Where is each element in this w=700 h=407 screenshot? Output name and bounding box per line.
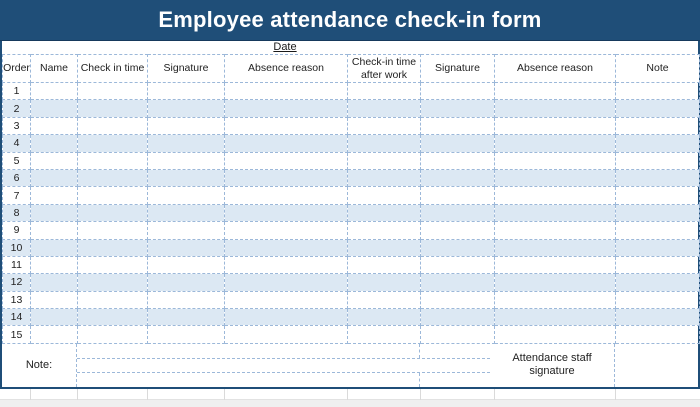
- table-cell[interactable]: [78, 152, 148, 169]
- date-cell[interactable]: [2, 41, 698, 54]
- gridline: [77, 389, 78, 400]
- table-row: [3, 326, 700, 343]
- table-cell[interactable]: [148, 326, 225, 343]
- table-cell[interactable]: [495, 187, 616, 204]
- table-cell[interactable]: [225, 152, 348, 169]
- table-cell[interactable]: [348, 291, 421, 308]
- column-header-signature-am: Signature: [148, 55, 225, 83]
- column-header-signature-pm: Signature: [421, 55, 495, 83]
- table-cell[interactable]: [421, 222, 495, 239]
- column-header-order: Order: [3, 55, 31, 83]
- gridline: [420, 389, 421, 400]
- table-cell[interactable]: [421, 291, 495, 308]
- note-line-3[interactable]: [77, 373, 490, 387]
- table-cell[interactable]: [348, 204, 421, 221]
- gridline: [494, 389, 495, 400]
- table-cell[interactable]: [31, 100, 78, 117]
- table-row: [3, 187, 700, 204]
- table-cell[interactable]: [495, 239, 616, 256]
- table-cell[interactable]: [78, 100, 148, 117]
- column-header-name: Name: [31, 55, 78, 83]
- table-row: [3, 117, 700, 134]
- table-cell[interactable]: [616, 291, 700, 308]
- table-cell[interactable]: [225, 222, 348, 239]
- table-cell[interactable]: [148, 222, 225, 239]
- table-cell[interactable]: [616, 256, 700, 273]
- table-cell[interactable]: [31, 187, 78, 204]
- table-cell[interactable]: [148, 117, 225, 134]
- table-cell[interactable]: [421, 239, 495, 256]
- table-cell[interactable]: [495, 326, 616, 343]
- table-cell[interactable]: [225, 239, 348, 256]
- table-cell[interactable]: [421, 309, 495, 326]
- table-cell[interactable]: [421, 256, 495, 273]
- table-cell[interactable]: [421, 326, 495, 343]
- row-order: 7: [3, 187, 31, 204]
- header-row: [3, 55, 700, 83]
- attendance-table: [2, 54, 700, 344]
- table-cell[interactable]: [421, 135, 495, 152]
- table-cell[interactable]: [616, 152, 700, 169]
- table-cell[interactable]: [148, 83, 225, 100]
- table-cell[interactable]: [348, 256, 421, 273]
- table-cell[interactable]: [225, 135, 348, 152]
- table-cell[interactable]: [616, 326, 700, 343]
- row-order: 1: [3, 83, 31, 100]
- table-cell[interactable]: [348, 326, 421, 343]
- table-cell[interactable]: [421, 169, 495, 186]
- table-cell[interactable]: [616, 135, 700, 152]
- table-cell[interactable]: [31, 291, 78, 308]
- form-title: Employee attendance check-in form: [158, 7, 542, 32]
- table-cell[interactable]: [348, 117, 421, 134]
- table-cell[interactable]: [348, 239, 421, 256]
- table-cell[interactable]: [348, 309, 421, 326]
- note-label: Note:: [25, 359, 53, 372]
- table-cell[interactable]: [148, 100, 225, 117]
- table-cell[interactable]: [225, 100, 348, 117]
- table-cell[interactable]: [31, 135, 78, 152]
- table-cell[interactable]: [348, 135, 421, 152]
- table-cell[interactable]: [78, 309, 148, 326]
- table-cell[interactable]: [78, 135, 148, 152]
- table-cell[interactable]: [348, 222, 421, 239]
- table-cell[interactable]: [225, 274, 348, 291]
- table-row: [3, 83, 700, 100]
- table-row: [3, 152, 700, 169]
- table-cell[interactable]: [495, 169, 616, 186]
- table-cell[interactable]: [148, 309, 225, 326]
- note-entry-area: [77, 344, 490, 387]
- row-order: 11: [3, 256, 31, 273]
- table-cell[interactable]: [31, 326, 78, 343]
- table-cell[interactable]: [495, 204, 616, 221]
- gridline: [615, 389, 616, 400]
- table-cell[interactable]: [616, 239, 700, 256]
- table-cell[interactable]: [31, 239, 78, 256]
- row-order: 15: [3, 326, 31, 343]
- date-label: Date: [273, 41, 297, 53]
- table-row: [3, 239, 700, 256]
- table-cell[interactable]: [31, 152, 78, 169]
- table-cell[interactable]: [225, 117, 348, 134]
- spreadsheet-strip: [0, 389, 700, 407]
- attendance-staff-signature-label: Attendance staff signature: [512, 351, 592, 378]
- table-row: [3, 204, 700, 221]
- column-header-absence-reason-pm: Absence reason: [495, 55, 616, 83]
- table-cell[interactable]: [495, 152, 616, 169]
- form-title-bar: [0, 0, 700, 41]
- attendance-table-body: [3, 83, 700, 344]
- table-row: [3, 274, 700, 291]
- table-cell[interactable]: [495, 83, 616, 100]
- table-cell[interactable]: [148, 152, 225, 169]
- row-order: 13: [3, 291, 31, 308]
- table-cell[interactable]: [616, 169, 700, 186]
- table-cell[interactable]: [616, 100, 700, 117]
- gridline: [147, 389, 148, 400]
- table-cell[interactable]: [225, 169, 348, 186]
- table-cell[interactable]: [421, 117, 495, 134]
- form-body: [0, 41, 700, 389]
- table-row: [3, 100, 700, 117]
- row-order: 8: [3, 204, 31, 221]
- row-order: 9: [3, 222, 31, 239]
- spreadsheet-strip-shade: [0, 400, 700, 407]
- row-order: 12: [3, 274, 31, 291]
- attendance-table-header: [3, 55, 700, 83]
- table-cell[interactable]: [616, 83, 700, 100]
- table-cell[interactable]: [148, 204, 225, 221]
- table-cell[interactable]: [495, 117, 616, 134]
- row-order: 3: [3, 117, 31, 134]
- table-cell[interactable]: [616, 274, 700, 291]
- row-order: 6: [3, 169, 31, 186]
- table-row: [3, 135, 700, 152]
- gridline: [347, 389, 348, 400]
- table-cell[interactable]: [148, 135, 225, 152]
- table-cell[interactable]: [225, 291, 348, 308]
- table-cell[interactable]: [495, 256, 616, 273]
- table-cell[interactable]: [421, 152, 495, 169]
- table-cell[interactable]: [78, 83, 148, 100]
- table-cell[interactable]: [148, 274, 225, 291]
- table-cell[interactable]: [495, 291, 616, 308]
- table-cell[interactable]: [31, 309, 78, 326]
- table-cell[interactable]: [78, 239, 148, 256]
- note-line-1[interactable]: [77, 344, 490, 359]
- table-cell[interactable]: [31, 117, 78, 134]
- table-cell[interactable]: [78, 274, 148, 291]
- table-cell[interactable]: [31, 83, 78, 100]
- table-cell[interactable]: [148, 291, 225, 308]
- table-cell[interactable]: [31, 256, 78, 273]
- table-cell[interactable]: [148, 187, 225, 204]
- table-cell[interactable]: [31, 274, 78, 291]
- table-cell[interactable]: [78, 187, 148, 204]
- column-header-check-in-time: Check in time: [78, 55, 148, 83]
- table-row: [3, 256, 700, 273]
- table-cell[interactable]: [225, 256, 348, 273]
- table-cell[interactable]: [78, 222, 148, 239]
- table-cell[interactable]: [495, 135, 616, 152]
- table-cell[interactable]: [421, 204, 495, 221]
- table-cell[interactable]: [421, 83, 495, 100]
- note-label-cell: [2, 344, 77, 387]
- row-order: 5: [3, 152, 31, 169]
- table-cell[interactable]: [78, 326, 148, 343]
- table-cell[interactable]: [616, 309, 700, 326]
- note-line-2[interactable]: [77, 359, 490, 374]
- table-cell[interactable]: [148, 256, 225, 273]
- attendance-staff-signature-cell: [490, 344, 615, 387]
- table-cell[interactable]: [225, 326, 348, 343]
- table-cell[interactable]: [31, 222, 78, 239]
- column-header-note: Note: [616, 55, 700, 83]
- table-cell[interactable]: [495, 222, 616, 239]
- table-cell[interactable]: [225, 83, 348, 100]
- table-cell[interactable]: [78, 204, 148, 221]
- row-order: 10: [3, 239, 31, 256]
- column-header-absence-reason-am: Absence reason: [225, 55, 348, 83]
- table-cell[interactable]: [31, 204, 78, 221]
- table-cell[interactable]: [78, 169, 148, 186]
- table-cell[interactable]: [616, 187, 700, 204]
- table-cell[interactable]: [148, 239, 225, 256]
- table-cell[interactable]: [348, 152, 421, 169]
- footer-empty-cell[interactable]: [615, 344, 698, 387]
- table-cell[interactable]: [348, 169, 421, 186]
- table-cell[interactable]: [348, 274, 421, 291]
- table-cell[interactable]: [348, 83, 421, 100]
- table-cell[interactable]: [31, 169, 78, 186]
- table-row: [3, 222, 700, 239]
- gridline: [224, 389, 225, 400]
- spreadsheet-empty-row: [0, 389, 700, 400]
- table-cell[interactable]: [421, 274, 495, 291]
- table-cell[interactable]: [148, 169, 225, 186]
- table-cell[interactable]: [225, 309, 348, 326]
- table-row: [3, 291, 700, 308]
- table-cell[interactable]: [421, 187, 495, 204]
- table-cell[interactable]: [348, 187, 421, 204]
- table-cell[interactable]: [495, 274, 616, 291]
- table-cell[interactable]: [421, 100, 495, 117]
- row-order: 4: [3, 135, 31, 152]
- table-cell[interactable]: [78, 117, 148, 134]
- row-order: 14: [3, 309, 31, 326]
- table-cell[interactable]: [495, 100, 616, 117]
- note-section: [2, 344, 698, 387]
- gridline: [30, 389, 31, 400]
- table-cell[interactable]: [348, 100, 421, 117]
- table-cell[interactable]: [225, 204, 348, 221]
- column-header-check-in-time-after-work: Check-in time after work: [348, 55, 421, 83]
- table-cell[interactable]: [78, 256, 148, 273]
- table-cell[interactable]: [225, 187, 348, 204]
- table-cell[interactable]: [495, 309, 616, 326]
- table-row: [3, 309, 700, 326]
- table-cell[interactable]: [616, 222, 700, 239]
- table-cell[interactable]: [616, 204, 700, 221]
- table-cell[interactable]: [616, 117, 700, 134]
- row-order: 2: [3, 100, 31, 117]
- table-cell[interactable]: [78, 291, 148, 308]
- table-row: [3, 169, 700, 186]
